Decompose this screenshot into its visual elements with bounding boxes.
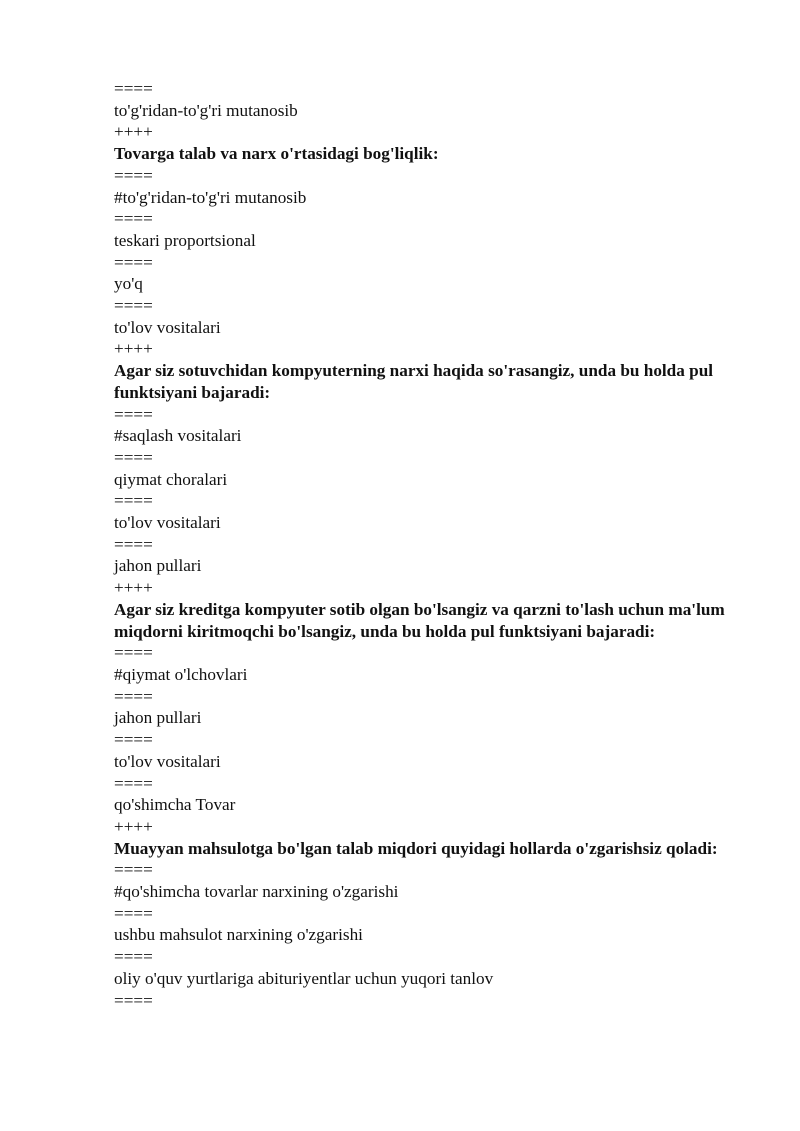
answer-separator: ==== bbox=[114, 773, 153, 793]
answer-separator: ==== bbox=[114, 165, 153, 185]
answer-option: to'lov vositalari bbox=[114, 751, 221, 771]
answer-option: teskari proportsional bbox=[114, 230, 256, 250]
answer-option: jahon pullari bbox=[114, 556, 202, 576]
answer-option: to'lov vositalari bbox=[114, 513, 221, 533]
answer-separator: ==== bbox=[114, 947, 153, 967]
answer-option: jahon pullari bbox=[114, 708, 202, 728]
answer-option: #qo'shimcha tovarlar narxining o'zgarishi bbox=[114, 882, 399, 902]
answer-separator: ==== bbox=[114, 990, 153, 1010]
answer-option: to'lov vositalari bbox=[114, 317, 221, 337]
answer-option: to'g'ridan-to'g'ri mutanosib bbox=[114, 100, 298, 120]
answer-separator: ==== bbox=[114, 296, 153, 316]
answer-separator: ==== bbox=[114, 686, 153, 706]
answer-separator: ==== bbox=[114, 643, 153, 663]
answer-separator: ==== bbox=[114, 252, 153, 272]
answer-option: yo'q bbox=[114, 274, 143, 294]
question-separator: ++++ bbox=[114, 339, 153, 359]
answer-option: oliy o'quv yurtlariga abituriyentlar uchun yuqori tanlov bbox=[114, 968, 494, 988]
answer-separator: ==== bbox=[114, 903, 153, 923]
answer-separator: ==== bbox=[114, 730, 153, 750]
question-4-text: Muayyan mahsulotga bo'lgan talab miqdori quyidagi hollarda o'zgarishsiz qoladi: bbox=[114, 838, 718, 858]
answer-option: #saqlash vositalari bbox=[114, 426, 242, 446]
answer-option: #qiymat o'lchovlari bbox=[114, 664, 248, 684]
question-2-text: Agar siz sotuvchidan kompyuterning narxi haqida so'rasangiz, unda bu holda pul funktsiyani bajaradi: bbox=[114, 361, 714, 402]
answer-separator: ==== bbox=[114, 79, 153, 98]
answer-separator: ==== bbox=[114, 447, 153, 467]
question-3-text: Agar siz kreditga kompyuter sotib olgan bo'lsangiz va qarzni to'lash uchun ma'lum miqdorni kiritmoqchi bo'lsangiz, unda bu holda pul funktsiyani bajaradi: bbox=[114, 599, 725, 641]
answer-separator: ==== bbox=[114, 209, 153, 229]
answer-separator: ==== bbox=[114, 404, 153, 424]
question-separator: ++++ bbox=[114, 122, 153, 142]
answer-option: #to'g'ridan-to'g'ri mutanosib bbox=[114, 187, 307, 207]
answer-option: qiymat choralari bbox=[114, 469, 228, 489]
answer-option: ushbu mahsulot narxining o'zgarishi bbox=[114, 925, 363, 945]
answer-separator: ==== bbox=[114, 491, 153, 511]
document-page bbox=[114, 78, 744, 1011]
answer-option: qo'shimcha Tovar bbox=[114, 795, 236, 815]
question-separator: ++++ bbox=[114, 578, 153, 598]
answer-separator: ==== bbox=[114, 534, 153, 554]
question-1-text: Tovarga talab va narx o'rtasidagi bog'liqlik: bbox=[114, 144, 439, 164]
answer-separator: ==== bbox=[114, 860, 153, 880]
question-separator: ++++ bbox=[114, 816, 153, 836]
